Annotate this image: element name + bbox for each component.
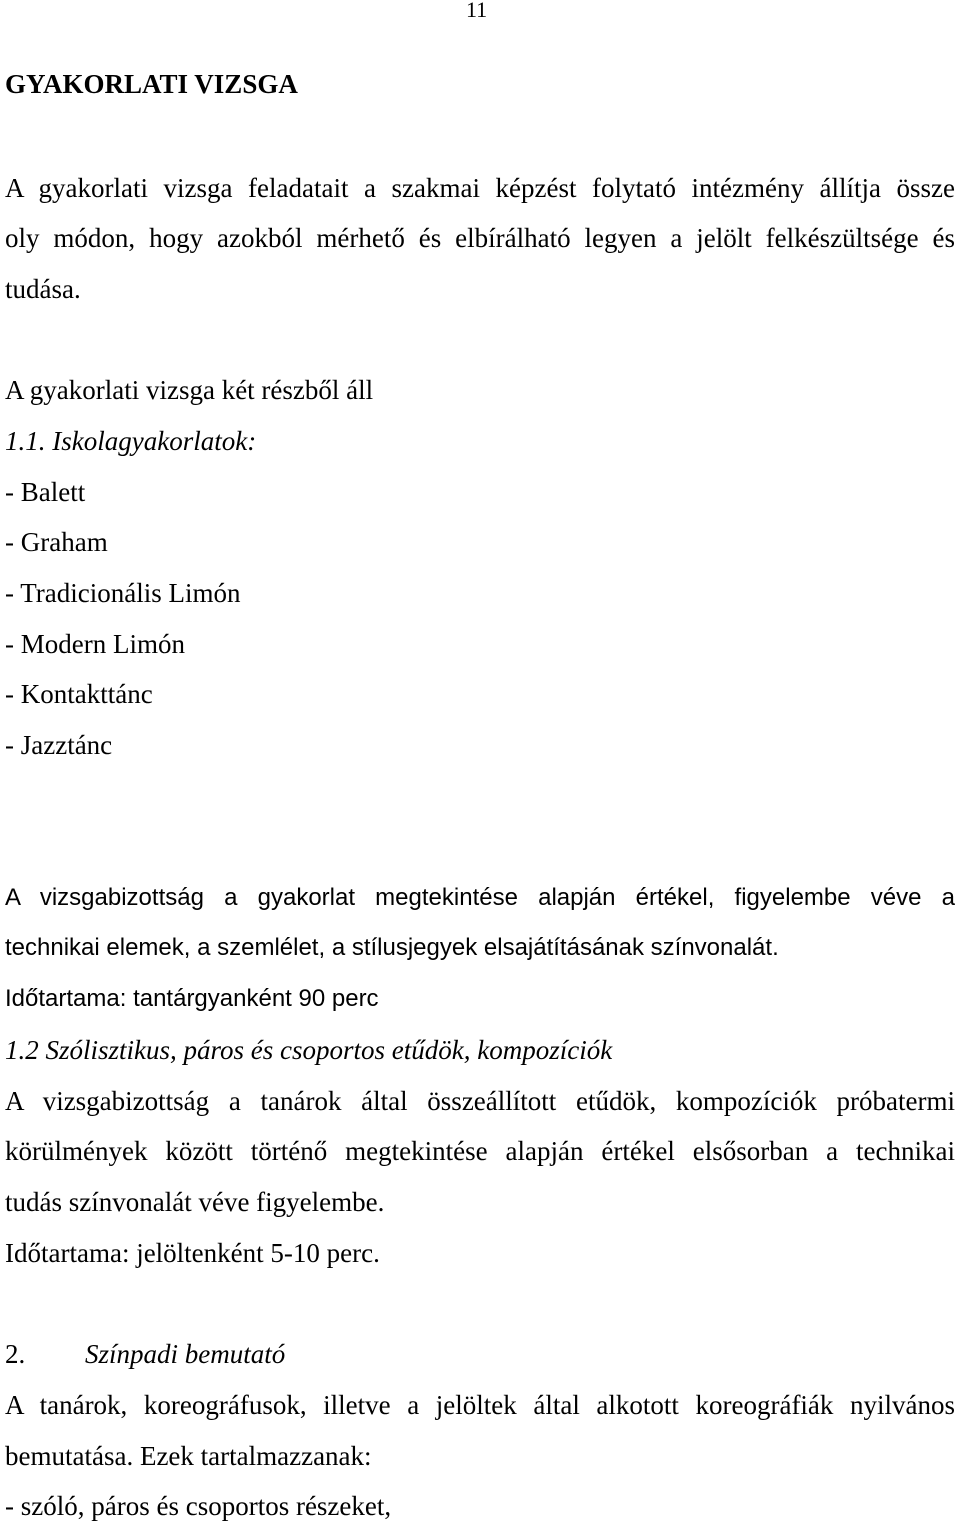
- list-item: - Kontakttánc: [5, 679, 153, 709]
- list-item: - Modern Limón: [5, 629, 185, 659]
- section-1-2-line-3: tudás színvonalát véve figyelembe.: [5, 1187, 385, 1217]
- intro-line-2: oly módon, hogy azokból mérhető és elbírálható legyen a jelölt felkészültsége és: [5, 223, 955, 253]
- intro-line-1: A gyakorlati vizsga feladatait a szakmai képzést folytató intézmény állítja össze: [5, 173, 955, 203]
- intro-line-3: tudása.: [5, 274, 81, 304]
- section-2-line-2: bemutatása. Ezek tartalmazzanak:: [5, 1441, 372, 1471]
- evaluation-line-2: technikai elemek, a szemlélet, a stílusjegyek elsajátításának színvonalát.: [5, 934, 779, 961]
- section-2-title: Színpadi bemutató: [85, 1339, 286, 1369]
- section-2-line-1: A tanárok, koreográfusok, illetve a jelöltek által alkotott koreográfiák nyilvános: [5, 1390, 955, 1420]
- evaluation-line-1: A vizsgabizottság a gyakorlat megtekintése alapján értékel, figyelembe véve a: [5, 884, 955, 911]
- evaluation-duration: Időtartama: tantárgyanként 90 perc: [5, 985, 379, 1012]
- list-item: - Tradicionális Limón: [5, 578, 241, 608]
- list-item: - Jazztánc: [5, 730, 113, 760]
- section-1-2-title: 1.2 Szólisztikus, páros és csoportos etűdök, kompozíciók: [5, 1035, 613, 1065]
- section-2-line-3: - szóló, páros és csoportos részeket,: [5, 1491, 392, 1521]
- page-number: 11: [466, 0, 488, 22]
- parts-intro: A gyakorlati vizsga két részből áll: [5, 375, 374, 405]
- section-1-2-line-2: körülmények között történő megtekintése alapján értékel elsősorban a technikai: [5, 1136, 955, 1166]
- section-1-2-line-1: A vizsgabizottság a tanárok által összeállított etűdök, kompozíciók próbatermi: [5, 1086, 955, 1116]
- section-2-number: 2.: [5, 1339, 26, 1369]
- list-item: - Graham: [5, 527, 108, 557]
- section-1-1-title: 1.1. Iskolagyakorlatok:: [5, 426, 257, 456]
- list-item: - Balett: [5, 477, 86, 507]
- page-heading: GYAKORLATI VIZSGA: [5, 69, 298, 99]
- section-1-2-duration: Időtartama: jelöltenként 5-10 perc.: [5, 1238, 380, 1268]
- section-2-heading: [5, 1338, 285, 1370]
